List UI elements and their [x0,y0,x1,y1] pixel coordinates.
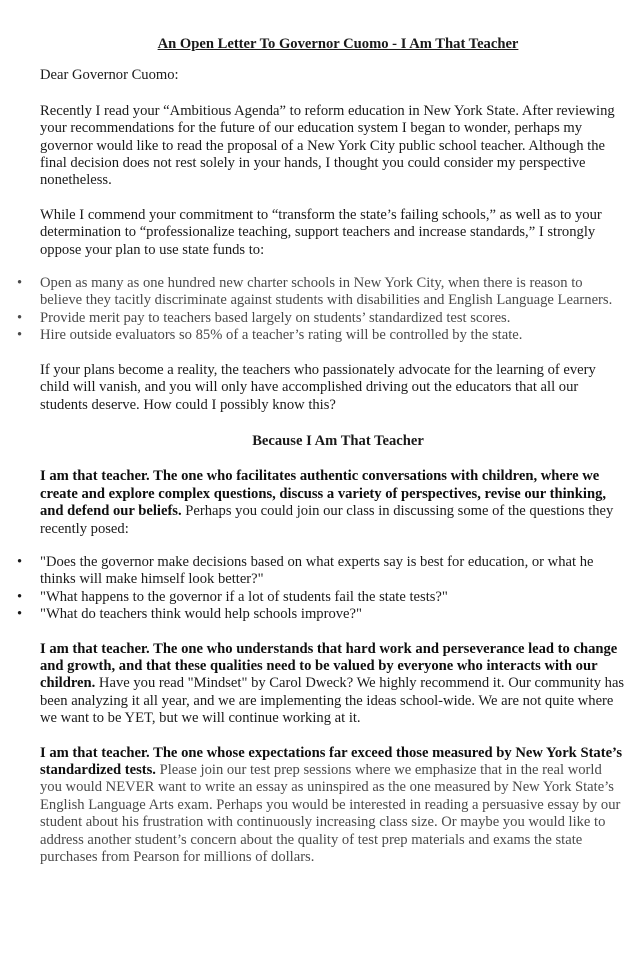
bullet-icon: • [17,275,23,292]
question-text: "Does the governor make decisions based on what experts say is best for education, or what he thinks will make himself look better?" [40,553,594,588]
section-body-3: Please join our test prep sessions where we emphasize that in the real world you would NEVER want to write an essay as uninspired as the one measured by New York State’s English Language Arts exam. Perhaps you would be interested in reading a persuasive essay by our student about his frustration with continuously increasing class size. Or maybe you would like to address another student’s concern about the quality of test prep materials and exams the state purchases from Pearson for millions of dollars. [40,762,621,866]
bullet-icon: • [17,588,23,605]
section-lead-2: I am that teacher. The one who understands that hard work and perseverance lead to change and growth, and that these qualities need to be valued by everyone who interacts with our children. [40,640,618,692]
plan-list [17,275,626,345]
questions-list [17,553,626,624]
list-item [17,588,626,606]
list-item [17,327,626,344]
list-item [17,309,626,327]
bullet-icon: • [17,327,23,344]
section-paragraph-2 [40,641,626,728]
list-item [17,606,626,623]
question-text: "What do teachers think would help schools improve?" [40,606,362,623]
plan-item-text: Hire outside evaluators so 85% of a teacher’s rating will be controlled by the state. [40,327,523,344]
list-item [17,553,626,589]
list-item [17,275,626,310]
section-body-2: Have you read "Mindset" by Carol Dweck? We highly recommend it. Our community has been analyzing it all year, and we are implementing the ideas school-wide. We are not quite where we want to be YET, but we will continue working at it. [40,675,625,727]
bullet-icon: • [17,606,23,623]
bullet-icon: • [17,309,23,326]
section-body-1: Perhaps you could join our class in discussing some of the questions they recently posed: [40,503,614,537]
section-lead-1: I am that teacher. The one who facilitates authentic conversations with children, where we create and explore complex questions, discuss a variety of perspectives, revise our thinking, and defend our beliefs. [40,468,607,520]
plan-item-text: Open as many as one hundred new charter schools in New York City, when there is reason to believe they tacitly discriminate against students with disabilities and English Language Learners. [40,275,613,309]
intro-paragraph: Recently I read your “Ambitious Agenda” to reform education in New York State. After reviewing your recommendations for the future of our education system I began to wonder, perhaps my governor would like to read the proposal of a New York City public school teacher. Although the final decision does not rest solely in your hands, I thought you could consider my perspective nonetheless. [40,102,615,189]
consequence-paragraph: If your plans become a reality, the teachers who passionately advocate for the learning of every child will vanish, and you will only have accomplished driving out the educators that all our students deserve. How could I possibly know this? [40,361,596,413]
letter-title: An Open Letter To Governor Cuomo - I Am That Teacher [157,36,519,52]
greeting: Dear Governor Cuomo: [40,67,179,84]
section-lead-3: I am that teacher. The one whose expectations far exceed those measured by New York State’s standardized tests. [40,744,623,778]
plan-item-text: Provide merit pay to teachers based largely on students’ standardized test scores. [40,309,511,326]
bullet-icon: • [17,553,23,570]
section-paragraph-1 [40,468,626,538]
section-heading: Because I Am That Teacher [252,432,424,449]
question-text: "What happens to the governor if a lot of students fail the state tests?" [40,588,448,605]
section-paragraph-3 [40,745,626,867]
commend-paragraph: While I commend your commitment to “transform the state’s failing schools,” as well as to your determination to “professionalize teaching, support teachers and increase standards,” I strongly oppose your plan to use state funds to: [40,206,602,258]
